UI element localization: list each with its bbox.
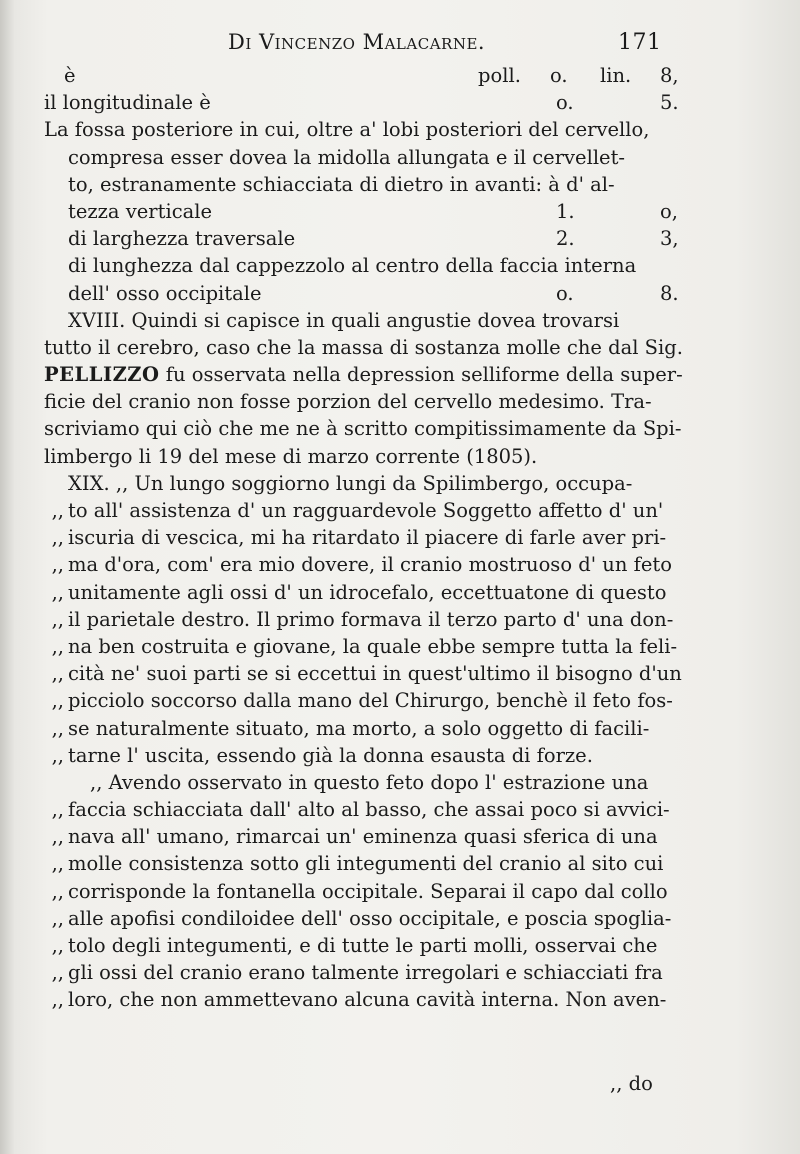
line-text: ficie del cranio non fosse porzion del cervello medesimo. Tra- xyxy=(44,390,652,414)
quote-mark: ,, xyxy=(51,852,64,876)
text-line xyxy=(0,225,800,252)
line-text: picciolo soccorso dalla mano del Chirurgo, benchè il feto fos- xyxy=(68,689,673,713)
line-text: il longitudinale è xyxy=(44,91,211,115)
text-line xyxy=(0,252,800,279)
text-line xyxy=(0,334,800,361)
measure-val: 1. xyxy=(556,199,575,223)
quote-mark: ,, xyxy=(51,499,64,522)
text-line xyxy=(0,633,800,660)
quote-mark: ,, xyxy=(51,634,64,658)
line-text: faccia schiacciata dall' alto al basso, che assai poco si avvici- xyxy=(68,798,670,822)
running-header xyxy=(0,30,800,60)
quote-mark: ,, xyxy=(51,906,64,930)
quote-mark: ,, xyxy=(51,988,64,1012)
running-title: Di Vincenzo Malacarne. xyxy=(228,30,486,54)
text-line xyxy=(0,959,800,986)
text-line xyxy=(0,524,800,551)
text-line xyxy=(0,116,800,143)
measure-n: 5. xyxy=(660,91,679,115)
line-text: to, estranamente schiacciata di dietro in avanti: à d' al- xyxy=(68,172,615,196)
quote-mark: ,, xyxy=(51,961,64,985)
text-line xyxy=(0,905,800,932)
measure-n: o, xyxy=(660,199,678,223)
line-text: corrisponde la fontanella occipitale. Separai il capo dal collo xyxy=(68,879,668,903)
measure-val: o. xyxy=(556,91,574,115)
line-text: tarne l' uscita, essendo già la donna esausta di forze. xyxy=(68,743,593,767)
line-text: nava all' umano, rimarcai un' eminenza quasi sferica di una xyxy=(68,825,658,849)
text-line xyxy=(0,89,800,116)
measure-poll: poll. xyxy=(478,64,521,87)
text-line xyxy=(0,687,800,714)
text-line xyxy=(0,171,800,198)
line-text: ,, Avendo osservato in questo feto dopo l' estrazione una xyxy=(90,770,649,794)
text-line xyxy=(0,62,800,89)
text-line xyxy=(0,823,800,850)
page-number: 171 xyxy=(618,30,662,55)
line-text: molle consistenza sotto gli integumenti del cranio al sito cui xyxy=(68,852,664,876)
quote-mark: ,, xyxy=(51,716,64,740)
line-text: to all' assistenza d' un ragguardevole Soggetto affetto d' un' xyxy=(68,499,664,522)
body-text xyxy=(0,62,800,1014)
text-line xyxy=(0,144,800,171)
catchword: ,, do xyxy=(610,1072,653,1095)
quote-mark: ,, xyxy=(51,934,64,957)
quote-mark: ,, xyxy=(51,526,64,550)
quote-mark: ,, xyxy=(51,553,64,577)
line-text: iscuria di vescica, mi ha ritardato il piacere di farle aver pri- xyxy=(68,526,667,550)
line-text: dell' osso occipitale xyxy=(68,281,262,305)
text-line xyxy=(0,415,800,442)
measure-val: o. xyxy=(556,281,574,305)
measure-n: 8. xyxy=(660,281,679,305)
text-line xyxy=(0,769,800,796)
person-name: PELLIZZO xyxy=(44,363,160,387)
line-text: PELLIZZO fu osservata nella depression selliforme della super- xyxy=(44,363,683,387)
text-line xyxy=(0,796,800,823)
line-text: alle apofisi condiloidee dell' osso occipitale, e poscia spoglia- xyxy=(68,906,672,930)
line-text: è xyxy=(64,64,76,87)
quote-mark: ,, xyxy=(51,607,64,631)
line-text: La fossa posteriore in cui, oltre a' lobi posteriori del cervello, xyxy=(44,118,650,142)
text-line xyxy=(0,361,800,388)
measure-n: 3, xyxy=(660,227,679,251)
line-text: ma d'ora, com' era mio dovere, il cranio mostruoso d' un feto xyxy=(68,553,672,577)
text-line xyxy=(0,715,800,742)
text-line xyxy=(0,579,800,606)
line-text: scriviamo qui ciò che me ne à scritto compitissimamente da Spi- xyxy=(44,417,682,441)
line-text: compresa esser dovea la midolla allungata e il cervellet- xyxy=(68,145,626,169)
line-text: tutto il cerebro, caso che la massa di sostanza molle che dal Sig. xyxy=(44,335,683,359)
line-text: XIX. ,, Un lungo soggiorno lungi da Spilimbergo, occupa- xyxy=(68,471,633,495)
text-line xyxy=(0,443,800,470)
text-line xyxy=(0,606,800,633)
line-text: di larghezza traversale xyxy=(68,227,296,251)
quote-mark: ,, xyxy=(51,743,64,767)
text-line xyxy=(0,551,800,578)
text-line xyxy=(0,388,800,415)
line-text: tolo degli integumenti, e di tutte le parti molli, osservai che xyxy=(68,934,658,957)
line-text: na ben costruita e giovane, la quale ebbe sempre tutta la feli- xyxy=(68,634,678,658)
measure-n: 8, xyxy=(660,64,679,87)
measure-o: o. xyxy=(550,64,568,87)
line-text: loro, che non ammettevano alcuna cavità interna. Non aven- xyxy=(68,988,667,1012)
quote-mark: ,, xyxy=(51,580,64,604)
text-line xyxy=(0,307,800,334)
line-text: limbergo li 19 del mese di marzo corrente (1805). xyxy=(44,444,538,468)
text-line xyxy=(0,932,800,959)
text-line xyxy=(0,850,800,877)
text-line xyxy=(0,280,800,307)
quote-mark: ,, xyxy=(51,689,64,713)
line-text: unitamente agli ossi d' un idrocefalo, eccettuatone di questo xyxy=(68,580,667,604)
quote-mark: ,, xyxy=(51,825,64,849)
line-text: se naturalmente situato, ma morto, a solo oggetto di facili- xyxy=(68,716,650,740)
line-text: il parietale destro. Il primo formava il terzo parto d' una don- xyxy=(68,607,674,631)
text-line xyxy=(0,497,800,524)
text-line xyxy=(0,742,800,769)
line-text: tezza verticale xyxy=(68,199,213,223)
quote-mark: ,, xyxy=(51,879,64,903)
text-line xyxy=(0,198,800,225)
line-text: gli ossi del cranio erano talmente irregolari e schiacciati fra xyxy=(68,961,663,985)
text-line xyxy=(0,660,800,687)
measure-lin: lin. xyxy=(600,64,632,87)
quote-mark: ,, xyxy=(51,798,64,822)
text-line xyxy=(0,878,800,905)
measure-val: 2. xyxy=(556,227,575,251)
quote-mark: ,, xyxy=(51,662,64,686)
line-text: cità ne' suoi parti se si eccettui in quest'ultimo il bisogno d'un xyxy=(68,662,682,686)
line-text: di lunghezza dal cappezzolo al centro della faccia interna xyxy=(68,254,637,278)
text-line xyxy=(0,986,800,1013)
text-line xyxy=(0,470,800,497)
line-text: XVIII. Quindi si capisce in quali angustie dovea trovarsi xyxy=(68,308,620,332)
